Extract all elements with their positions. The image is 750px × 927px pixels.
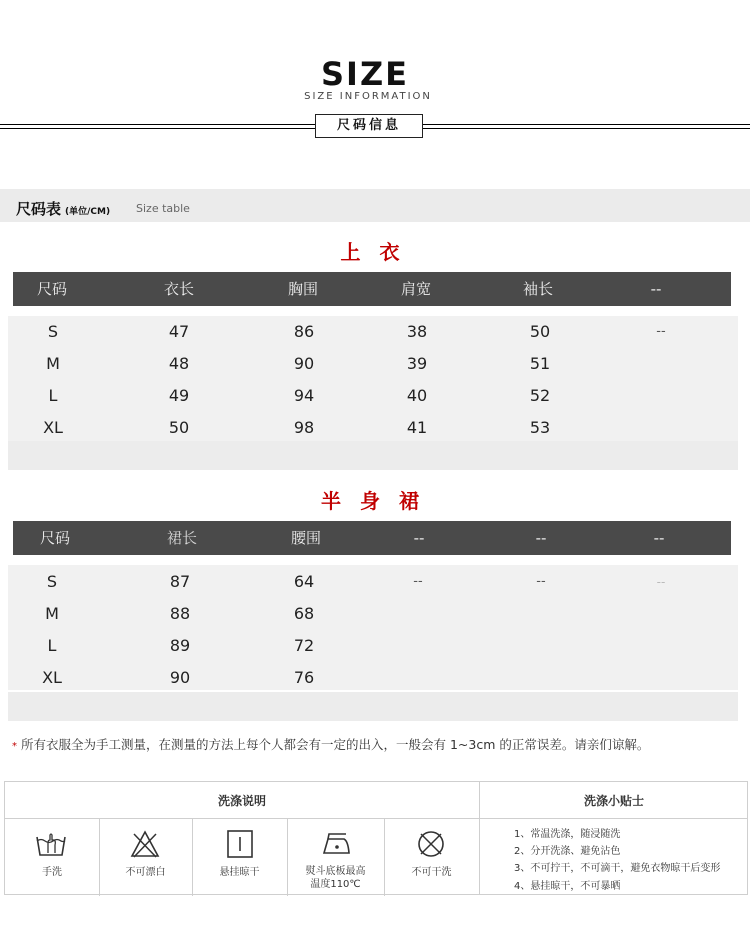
size-table-section-bar — [0, 189, 750, 222]
skirt-table-title: 半 身 裙 — [321, 489, 425, 513]
top-table-footer-bg — [8, 441, 738, 470]
care-tip: 2、分开洗涤、避免沾色 — [514, 846, 621, 857]
table-cell: 76 — [293, 668, 315, 687]
care-instructions-table — [4, 781, 748, 895]
header-cell: -- — [650, 280, 662, 298]
table-cell: 39 — [406, 354, 428, 373]
header-cell: 衣长 — [163, 280, 195, 298]
care-divider — [384, 819, 385, 896]
table-cell: 87 — [169, 572, 191, 591]
table-cell: 50 — [529, 322, 551, 341]
table-cell: 40 — [406, 386, 428, 405]
table-cell: S — [47, 322, 59, 341]
divider-top — [0, 124, 315, 125]
hand-wash-icon — [35, 829, 67, 859]
table-cell: 38 — [406, 322, 428, 341]
table-row — [0, 572, 750, 596]
header-cell: -- — [653, 529, 665, 547]
table-cell: 88 — [169, 604, 191, 623]
table-cell: 90 — [169, 668, 191, 687]
table-row — [0, 386, 750, 410]
table-cell: -- — [656, 324, 666, 339]
table-row — [0, 668, 750, 692]
no-bleach-icon — [129, 829, 161, 859]
care-label: 不可漂白 — [125, 867, 166, 878]
table-cell: 51 — [529, 354, 551, 373]
table-cell: 94 — [293, 386, 315, 405]
care-label: 悬挂晾干 — [219, 867, 260, 878]
header-cell: 尺码 — [36, 280, 68, 298]
care-tip: 1、常温洗涤，随浸随洗 — [514, 829, 621, 840]
table-cell: M — [46, 354, 60, 373]
section-unit: (单位/CM) — [65, 207, 111, 217]
header-cell: 袖长 — [522, 280, 554, 298]
no-dry-clean-icon — [415, 829, 447, 859]
table-cell: 64 — [293, 572, 315, 591]
care-tip: 4、悬挂晾干，不可暴晒 — [514, 881, 621, 892]
section-title: 尺码表 (单位/CM) — [16, 200, 111, 218]
care-divider — [99, 819, 100, 896]
note-text: 所有衣服全为手工测量，在测量的方法上每个人都会有一定的出入，一般会有 1~3cm 的正常误差。请亲们谅解。 — [21, 737, 650, 752]
table-cell: 41 — [406, 418, 428, 437]
care-label: 手洗 — [42, 867, 62, 878]
table-cell: 48 — [168, 354, 190, 373]
care-label: 熨斗底板最高 温度110℃ — [305, 866, 366, 890]
table-row — [0, 354, 750, 378]
table-cell: S — [46, 572, 58, 591]
table-cell: -- — [536, 574, 546, 589]
section-subtitle-en: Size table — [136, 202, 190, 215]
header-cell: 裙长 — [166, 529, 198, 547]
table-cell: -- — [413, 574, 423, 589]
header-cell: -- — [535, 529, 547, 547]
table-row — [0, 322, 750, 346]
size-title: SIZE — [320, 55, 409, 93]
care-tip: 3、不可拧干，不可滴干，避免衣物晾干后变形 — [514, 863, 721, 874]
header-cell: 腰围 — [290, 529, 322, 547]
skirt-table-header — [13, 521, 731, 555]
table-cell: 53 — [529, 418, 551, 437]
divider-bottom-right — [423, 128, 750, 129]
table-cell: 49 — [168, 386, 190, 405]
table-row — [0, 636, 750, 660]
top-table-header — [13, 272, 731, 306]
header-cell: 胸围 — [287, 280, 319, 298]
table-row — [0, 418, 750, 442]
care-divider — [192, 819, 193, 896]
table-cell: -- — [656, 575, 666, 589]
header-cell: -- — [413, 529, 425, 547]
table-cell: 90 — [293, 354, 315, 373]
header-cell: 肩宽 — [400, 280, 432, 298]
care-divider — [5, 818, 747, 819]
table-cell: 50 — [168, 418, 190, 437]
table-cell: L — [48, 386, 58, 405]
table-row — [0, 604, 750, 628]
iron-icon — [320, 829, 352, 859]
table-cell: 72 — [293, 636, 315, 655]
table-cell: 98 — [293, 418, 315, 437]
size-info-tag: 尺码信息 — [315, 114, 423, 138]
header-cell: 尺码 — [39, 529, 71, 547]
divider-bottom — [0, 128, 315, 129]
table-cell: 68 — [293, 604, 315, 623]
table-cell: 86 — [293, 322, 315, 341]
table-cell: 52 — [529, 386, 551, 405]
asterisk-icon: * — [12, 741, 17, 752]
measurement-note — [12, 735, 649, 753]
care-left-title: 洗涤说明 — [217, 794, 266, 808]
top-table-title: 上 衣 — [340, 240, 406, 264]
hang-dry-icon — [224, 829, 256, 859]
care-right-title: 洗涤小贴士 — [583, 794, 644, 808]
table-cell: L — [47, 636, 57, 655]
table-cell: XL — [43, 418, 63, 437]
skirt-table-footer-bg — [8, 692, 738, 721]
table-cell: 89 — [169, 636, 191, 655]
table-cell: 47 — [168, 322, 190, 341]
divider-top-right — [423, 124, 750, 125]
size-subtitle: SIZE INFORMATION — [304, 91, 432, 102]
care-label: 不可干洗 — [411, 867, 452, 878]
table-cell: XL — [42, 668, 62, 687]
table-cell: M — [45, 604, 59, 623]
